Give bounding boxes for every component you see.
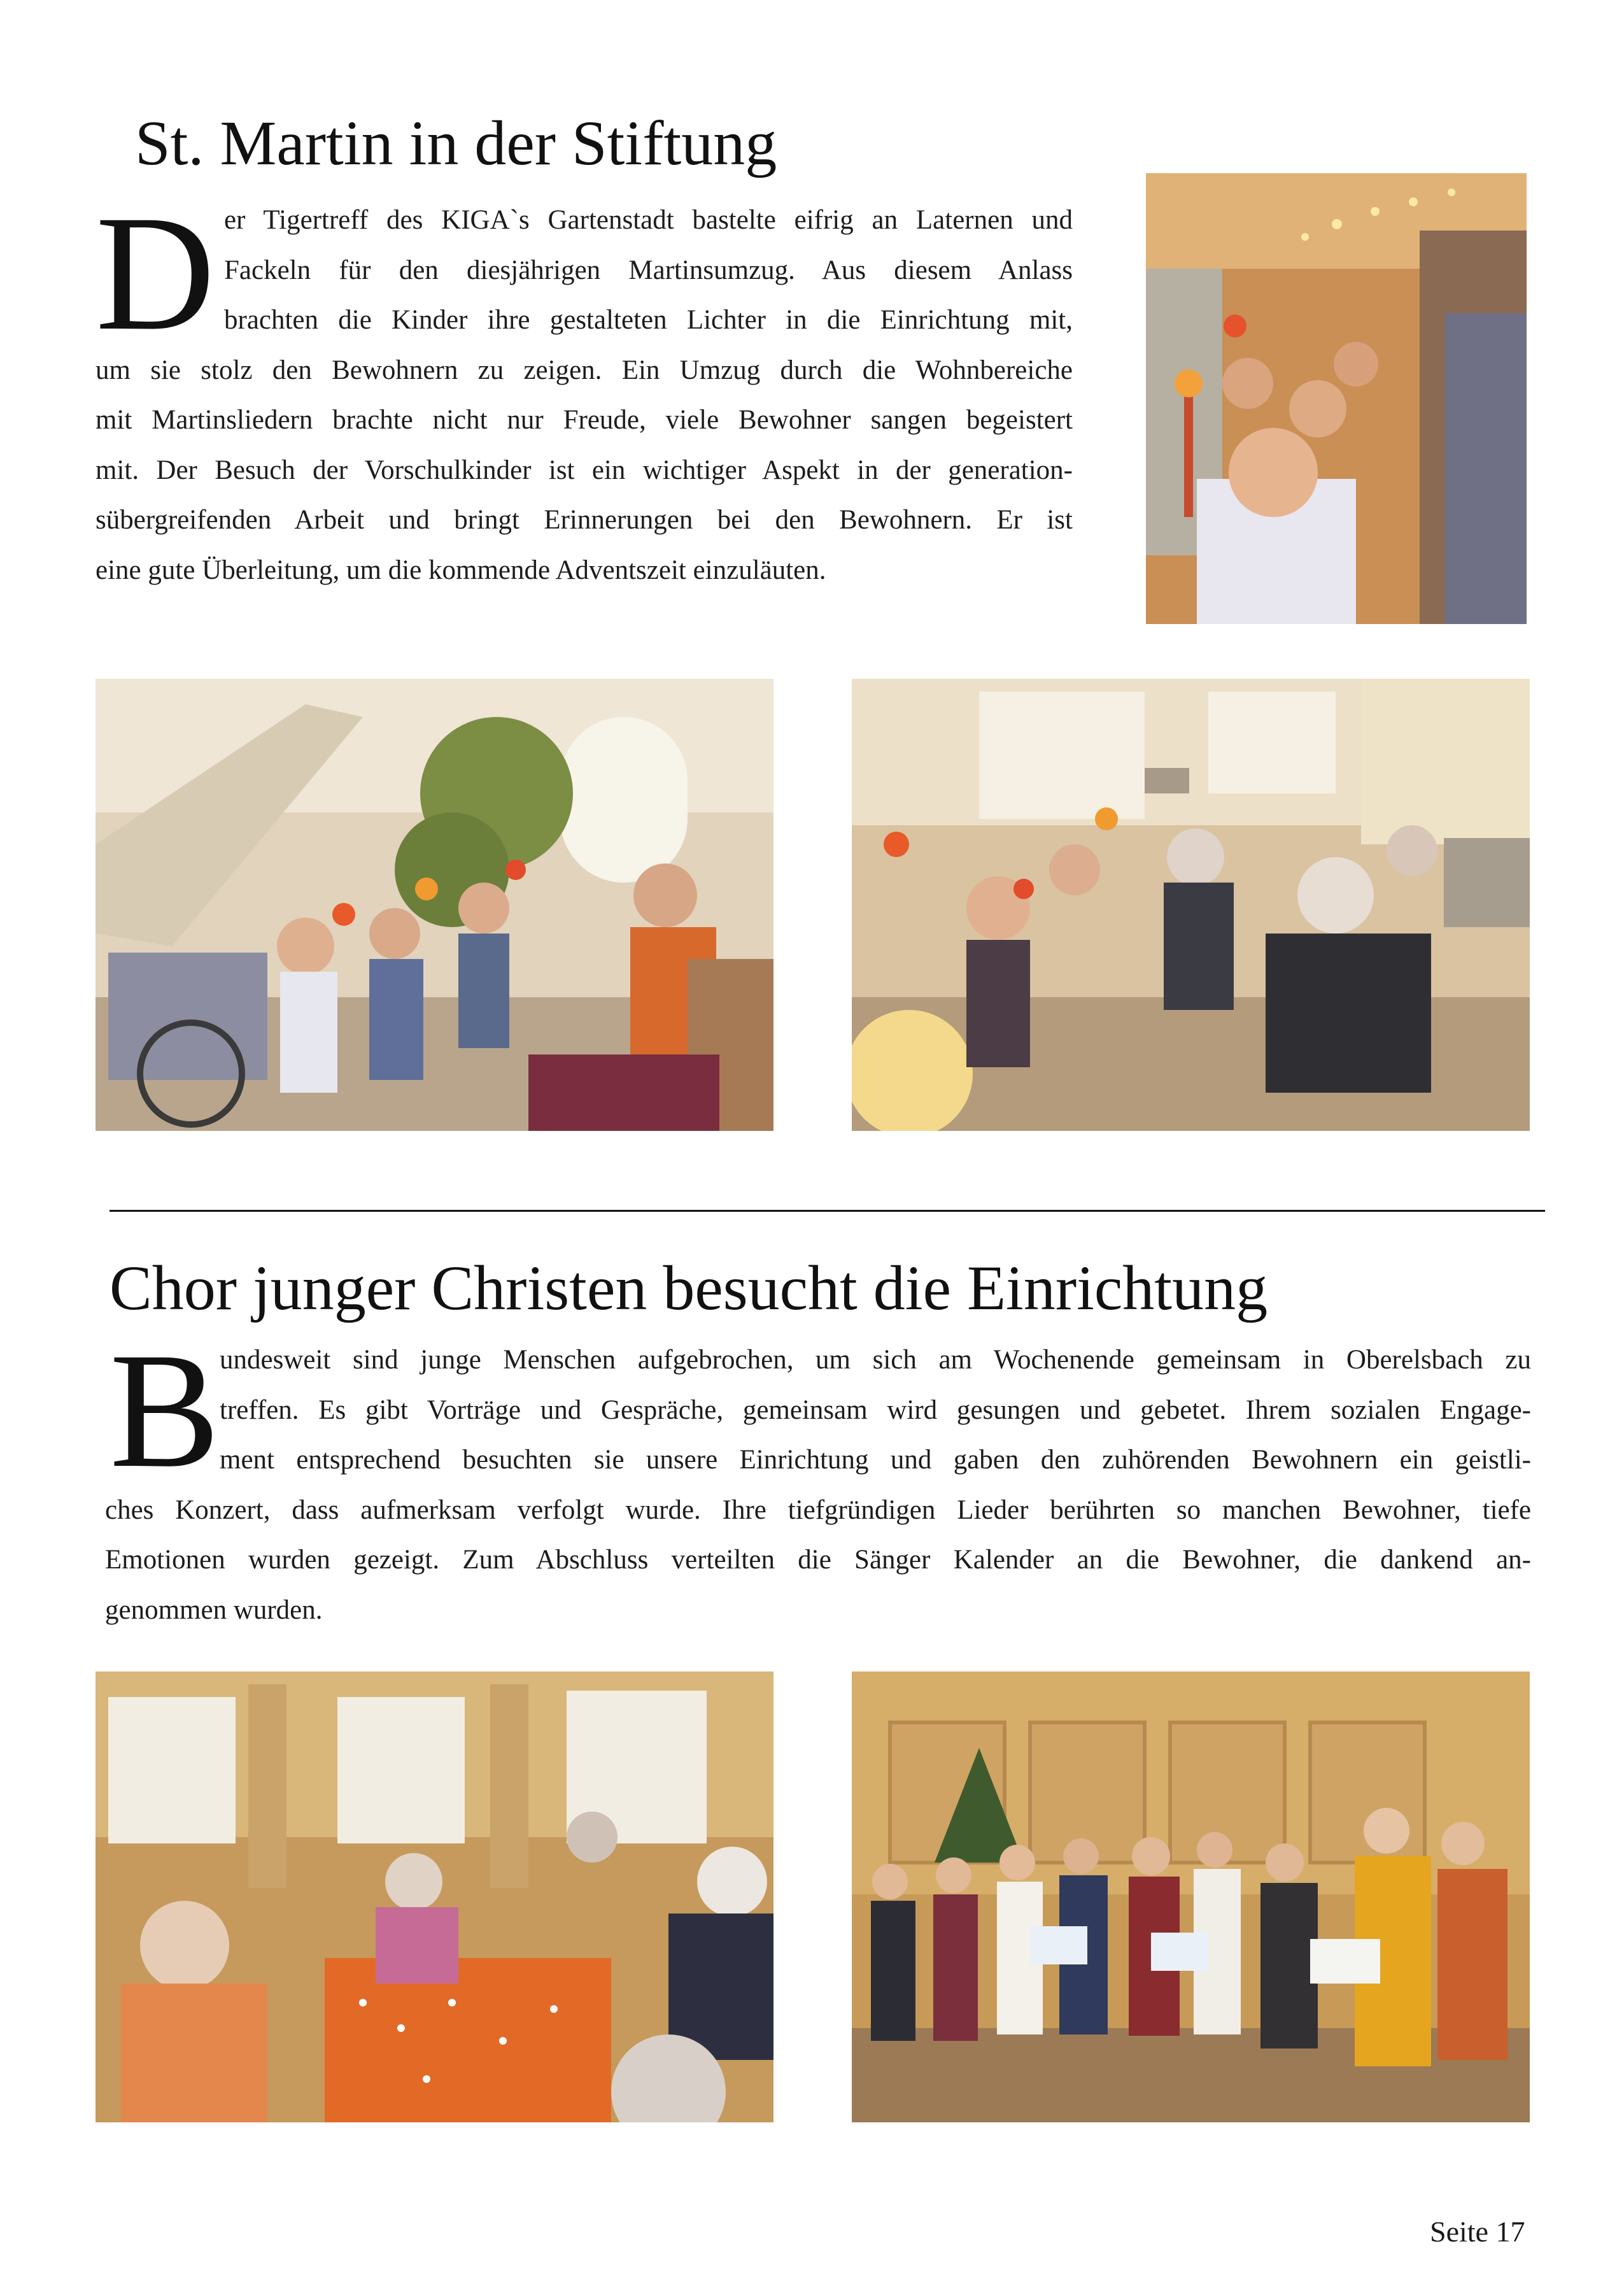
- article2-title: Chor junger Christen besucht die Einrichtung: [109, 1253, 1268, 1323]
- photo-residents-with-children: [852, 679, 1530, 1131]
- article2-body: [105, 1319, 1531, 1635]
- article2-dropcap: B: [109, 1319, 220, 1502]
- article1-line-7: sübergreifenden Arbeit und bringt Erinnerungen bei den Bewohnern. Er ist: [95, 505, 1073, 535]
- article1-line-4: um sie stolz den Bewohnern zu zeigen. Ein Umzug durch die Wohnbereiche: [95, 355, 1073, 385]
- article1-line-6: mit. Der Besuch der Vorschulkinder ist ein wichtiger Aspekt in der generation-: [95, 455, 1073, 485]
- article1-line-5: mit Martinsliedern brachte nicht nur Freude, viele Bewohner sangen begeistert: [95, 405, 1073, 435]
- article1-line-8: eine gute Überleitung, um die kommende Adventszeit einzuläuten.: [95, 555, 826, 585]
- article2-line-2: treffen. Es gibt Vorträge und Gespräche, gemeinsam wird gesungen und gebetet. Ihrem sozialen Engage-: [220, 1395, 1531, 1425]
- article1-body: [95, 181, 1073, 595]
- article2-line-6: genommen wurden.: [105, 1594, 323, 1625]
- article2-line-1: undesweit sind junge Menschen aufgebrochen, um sich am Wochenende gemeinsam in Oberelsbach zu: [220, 1345, 1531, 1375]
- article1-title: St. Martin in der Stiftung: [135, 108, 777, 178]
- page-number: Seite 17: [1430, 2215, 1525, 2248]
- section-divider: [109, 1210, 1545, 1212]
- article2-line-3: ment entsprechend besuchten sie unsere Einrichtung und gaben den zuhörenden Bewohnern ein geistli-: [220, 1445, 1531, 1475]
- photo-youth-choir-singing: [852, 1672, 1530, 2122]
- photo-residents-at-tables: [95, 1672, 773, 2122]
- article2-line-5: Emotionen wurden gezeigt. Zum Abschluss verteilten die Sänger Kalender an die Bewohner, die dankend an-: [105, 1545, 1531, 1575]
- article1-dropcap: D: [95, 181, 215, 365]
- article2-line-4: ches Konzert, dass aufmerksam verfolgt wurde. Ihre tiefgründigen Lieder berührten so manchen Bewohner, tiefe: [105, 1494, 1531, 1525]
- photo-children-staircase-hall: [95, 679, 773, 1131]
- article1-line-3: brachten die Kinder ihre gestalteten Lichter in die Einrichtung mit,: [224, 305, 1073, 335]
- article1-line-2: Fackeln für den diesjährigen Martinsumzug. Aus diesem Anlass: [224, 255, 1073, 285]
- photo-children-lanterns-hallway: [1146, 173, 1527, 624]
- article1-line-1: er Tigertreff des KIGA`s Gartenstadt bastelte eifrig an Laternen und: [224, 205, 1073, 235]
